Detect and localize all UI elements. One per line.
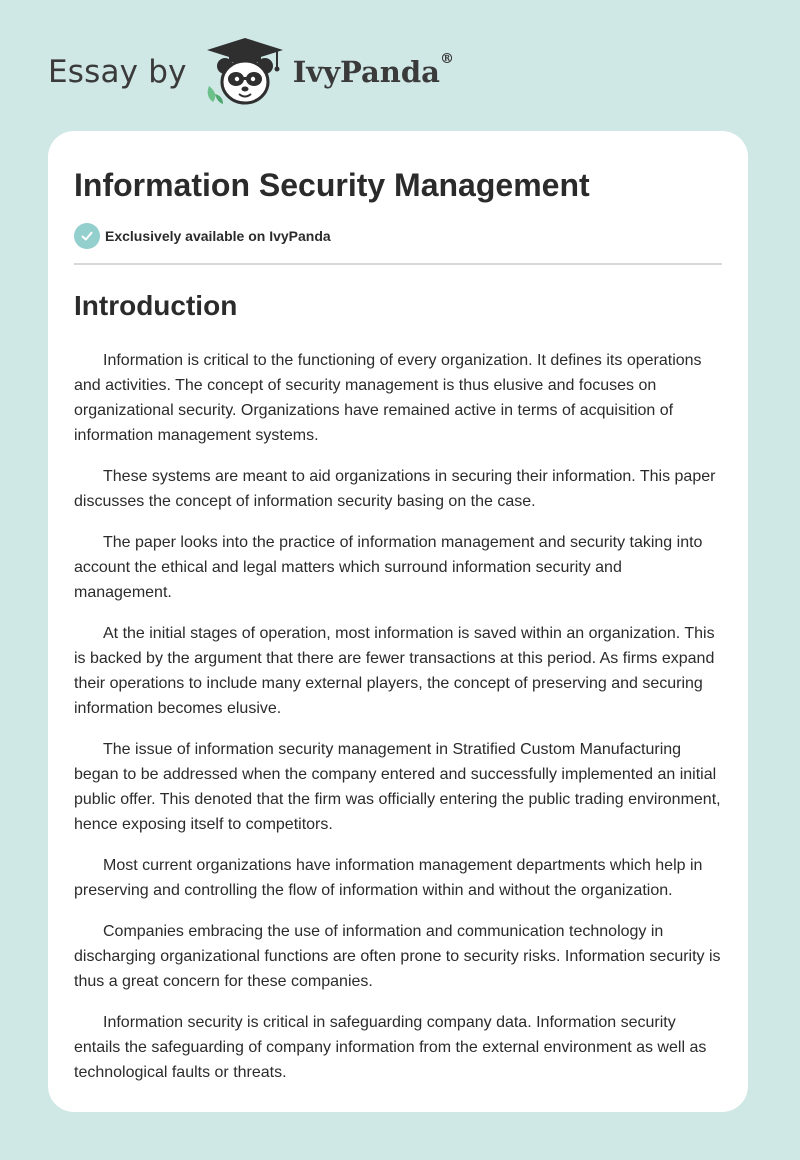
paragraph: Information is critical to the functioning of every organization. It defines its operations and activities. The concept of security management is thus elusive and focuses on organizational security. Organizations have remained active in terms of acquisition of information management systems. xyxy=(74,352,702,444)
paragraph: These systems are meant to aid organizations in securing their information. This paper discusses the concept of information security basing on the case. xyxy=(74,468,716,510)
paragraph: Information security is critical in safeguarding company data. Information security entails the safeguarding of company information from the external environment as well as technological faults or threats. xyxy=(74,1014,707,1081)
paragraph: The paper looks into the practice of information management and security taking into account the ethical and legal matters which surround information security and management. xyxy=(74,534,703,601)
page-title: Information Security Management xyxy=(74,167,590,203)
brand-prefix: Essay by xyxy=(48,54,187,90)
registered-mark: ® xyxy=(439,51,454,67)
divider xyxy=(74,263,722,265)
paragraph: Companies embracing the use of information and communication technology in discharging organizational functions are often prone to security risks. Information security is thus a great concern for these companies. xyxy=(74,923,721,990)
brand-name xyxy=(292,51,454,89)
exclusive-badge xyxy=(74,223,722,249)
checkmark-glyph xyxy=(80,229,94,243)
check-icon xyxy=(74,223,100,249)
panda-logo-icon xyxy=(203,36,287,108)
brand-header xyxy=(48,36,454,108)
paragraph: Most current organizations have information management departments which help in preserving and controlling the flow of information within and without the organization. xyxy=(74,857,703,899)
paragraph: The issue of information security management in Stratified Custom Manufacturing began to be addressed when the company entered and successfully implemented an initial public offer. This denoted that the firm was officially entering the public trading environment, hence exposing itself to competitors. xyxy=(74,741,721,833)
section-title: Introduction xyxy=(74,290,238,321)
badge-text: Exclusively available on IvyPanda xyxy=(105,228,331,244)
essay-body xyxy=(74,348,722,1085)
paragraph: At the initial stages of operation, most information is saved within an organization. This is backed by the argument that there are fewer transactions at this period. As firms expand their operations to include many external players, the concept of preserving and securing information becomes elusive. xyxy=(74,625,715,717)
brand-name-text: IvyPanda xyxy=(292,55,440,89)
essay-card xyxy=(48,131,748,1112)
